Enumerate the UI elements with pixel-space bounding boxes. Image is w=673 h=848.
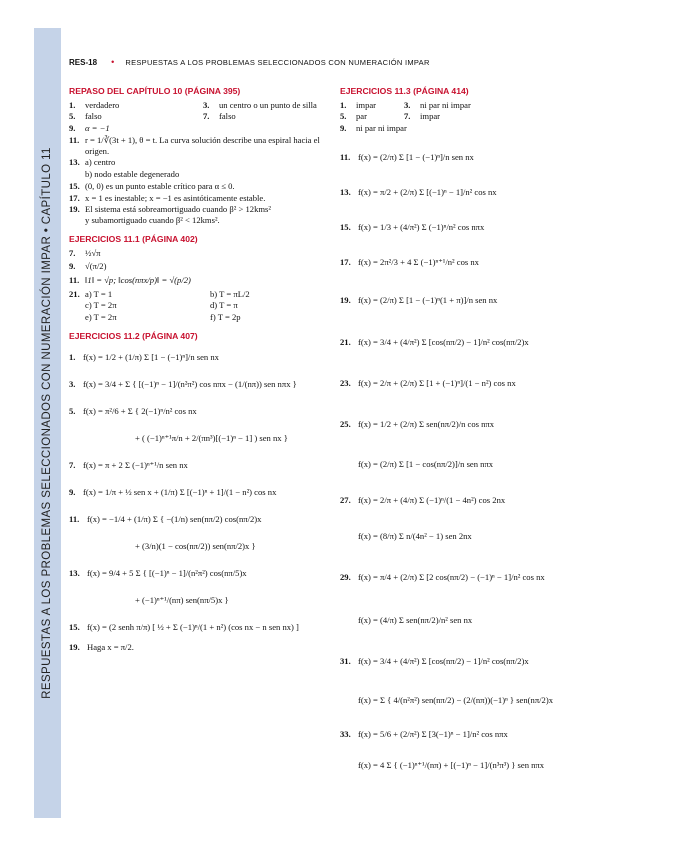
header-bullet: • (111, 57, 115, 67)
answer-equation-cont: f(x) = (8/π) Σ n/(4n² − 1) sen 2nx (358, 530, 472, 541)
answer-equation-cont: f(x) = 4 Σ { (−1)ⁿ⁺¹/(nπ) + [(−1)ⁿ − 1]/(n³π³) } sen nπx (358, 759, 545, 770)
answer-equation: 11. f(x) = −1/4 + (1/π) Σ { −(1/n) sen(nπ/2) cos(nπ/2)x (69, 514, 262, 525)
answer-row: 17. x = 1 es inestable; x = −1 es asintóticamente estable. (69, 192, 266, 203)
answer-equation: 13. f(x) = π/2 + (2/π) Σ [(−1)ⁿ − 1]/n² cos nx (340, 186, 497, 197)
answer-equation-cont: f(x) = Σ { 4/(n²π²) sen(nπ/2) − (2/(nπ))(−1)ⁿ } sen(nπ/2)x (358, 694, 553, 705)
answer-row: 9. ni par ni impar (340, 123, 407, 134)
section-title: EJERCICIOS 11.1 (PÁGINA 402) (69, 233, 198, 244)
answer-row: 19. Haga x = π/2. (69, 641, 134, 652)
answer-equation: 29. f(x) = π/4 + (2/π) Σ [2 cos(nπ/2) − (−1)ⁿ − 1]/n² cos nx (340, 571, 545, 582)
answer-equation-cont: + (−1)ⁿ⁺¹/(nπ) sen(nπ/5)x } (135, 595, 229, 606)
answer-equation: 33. f(x) = 5/6 + (2/π²) Σ [3(−1)ⁿ − 1]/n² cos nπx (340, 728, 508, 739)
header-title: RESPUESTAS A LOS PROBLEMAS SELECCIONADOS CON NUMERACIÓN IMPAR (125, 58, 430, 67)
page-number: RES-18 (69, 58, 98, 67)
answer-equation: 23. f(x) = 2/π + (2/π) Σ [1 + (−1)ⁿ]/(1 − n²) cos nx (340, 377, 516, 388)
answer-row: 7. ½√π (69, 247, 101, 258)
answer-row: 13. a) centro (69, 157, 116, 168)
answer-equation: 13. f(x) = 9/4 + 5 Σ { [(−1)ⁿ − 1]/(n²π²) cos(nπ/5)x (69, 568, 247, 579)
answer-equation: 5. f(x) = π²/6 + Σ { 2(−1)ⁿ/n² cos nx (69, 406, 197, 417)
answer-equation: 3. f(x) = 3/4 + Σ { [(−1)ⁿ − 1]/(n²π²) cos nπx − (1/(nπ)) sen nπx } (69, 379, 297, 390)
answer-row: b) nodo estable degenerado (85, 169, 180, 180)
answer-equation: 11. f(x) = (2/π) Σ [1 − (−1)ⁿ]/n sen nx (340, 151, 474, 162)
answer-equation: 15. f(x) = 1/3 + (4/π²) Σ (−1)ⁿ/n² cos nπx (340, 221, 485, 232)
answer-equation: 15. f(x) = (2 senh π/π) [ ½ + Σ (−1)ⁿ/(1 + n²) (cos nx − n sen nx) ] (69, 622, 299, 633)
section-title: REPASO DEL CAPÍTULO 10 (PÁGINA 395) (69, 86, 241, 96)
answer-equation-cont: + ( (−1)ⁿ⁺¹π/n + 2/(πn³)[(−1)ⁿ − 1] ) sen nx } (135, 433, 288, 444)
answer-equation: 19. f(x) = (2/π) Σ [1 − (−1)ⁿ(1 + π)]/n sen nx (340, 294, 498, 305)
answer-row: 9. √(π/2) (69, 261, 107, 272)
answer-row: 5. par 7. impar (340, 111, 441, 122)
answer-row: 11. ‖1‖ = √p; ‖cos(nπx/p)‖ = √(p/2) (69, 275, 191, 286)
answer-row: c) T = 2π d) T = π (85, 300, 238, 311)
answer-equation: 21. f(x) = 3/4 + (4/π²) Σ [cos(nπ/2) − 1]/n² cos(nπ/2)x (340, 336, 529, 347)
answer-row: 1. verdadero 3. un centro o un punto de silla (69, 99, 317, 110)
sidebar-title: RESPUESTAS A LOS PROBLEMAS SELECCIONADOS CON NUMERACIÓN IMPAR • CAPÍTULO 11 (41, 147, 53, 699)
answer-row: e) T = 2π f) T = 2p (85, 312, 241, 323)
right-column (340, 86, 640, 781)
answer-row: 5. falso 7. falso (69, 111, 236, 122)
page-header (69, 57, 430, 67)
answer-equation: 31. f(x) = 3/4 + (4/π²) Σ [cos(nπ/2) − 1]/n² cos(nπ/2)x (340, 655, 529, 666)
answer-row: 11. r = 1/∛(3t + 1), θ = t. La curva solución describe una espiral hacia el origen. (69, 134, 320, 156)
answer-row: 21. a) T = 1 b) T = πL/2 (69, 288, 250, 299)
answer-equation: 27. f(x) = 2/π + (4/π) Σ (−1)ⁿ/(1 − 4n²) cos 2nx (340, 494, 506, 505)
answer-equation-cont: + (3/n)(1 − cos(nπ/2)) sen(nπ/2)x } (135, 541, 256, 552)
answer-equation: 7. f(x) = π + 2 Σ (−1)ⁿ⁺¹/n sen nx (69, 460, 188, 471)
answer-equation: 25. f(x) = 1/2 + (2/π) Σ sen(nπ/2)/n cos nπx (340, 418, 495, 429)
answer-row: 1. impar 3. ni par ni impar (340, 99, 471, 110)
answer-equation-cont: f(x) = (4/π) Σ sen(nπ/2)/n² sen nx (358, 614, 473, 625)
answer-row: 15. (0, 0) es un punto estable crítico para α ≤ 0. (69, 180, 235, 191)
section-title: EJERCICIOS 11.2 (PÁGINA 407) (69, 330, 198, 341)
section-title: EJERCICIOS 11.3 (PÁGINA 414) (340, 86, 469, 96)
answer-equation: 17. f(x) = 2π²/3 + 4 Σ (−1)ⁿ⁺¹/n² cos nx (340, 256, 479, 267)
answer-row: 19. El sistema está sobreamortiguado cuando β² > 12kms² y subamortiguado cuando β² < 12kms². (69, 204, 271, 226)
answer-equation: 1. f(x) = 1/2 + (1/π) Σ [1 − (−1)ⁿ]/n sen nx (69, 352, 219, 363)
answer-row: 9. α = −1 (69, 123, 110, 134)
left-column (69, 86, 331, 653)
answer-equation: 9. f(x) = 1/π + ½ sen x + (1/π) Σ [(−1)ⁿ + 1]/(1 − n²) cos nx (69, 487, 277, 498)
answer-equation-cont: f(x) = (2/π) Σ [1 − cos(nπ/2)]/n sen nπx (358, 458, 494, 469)
